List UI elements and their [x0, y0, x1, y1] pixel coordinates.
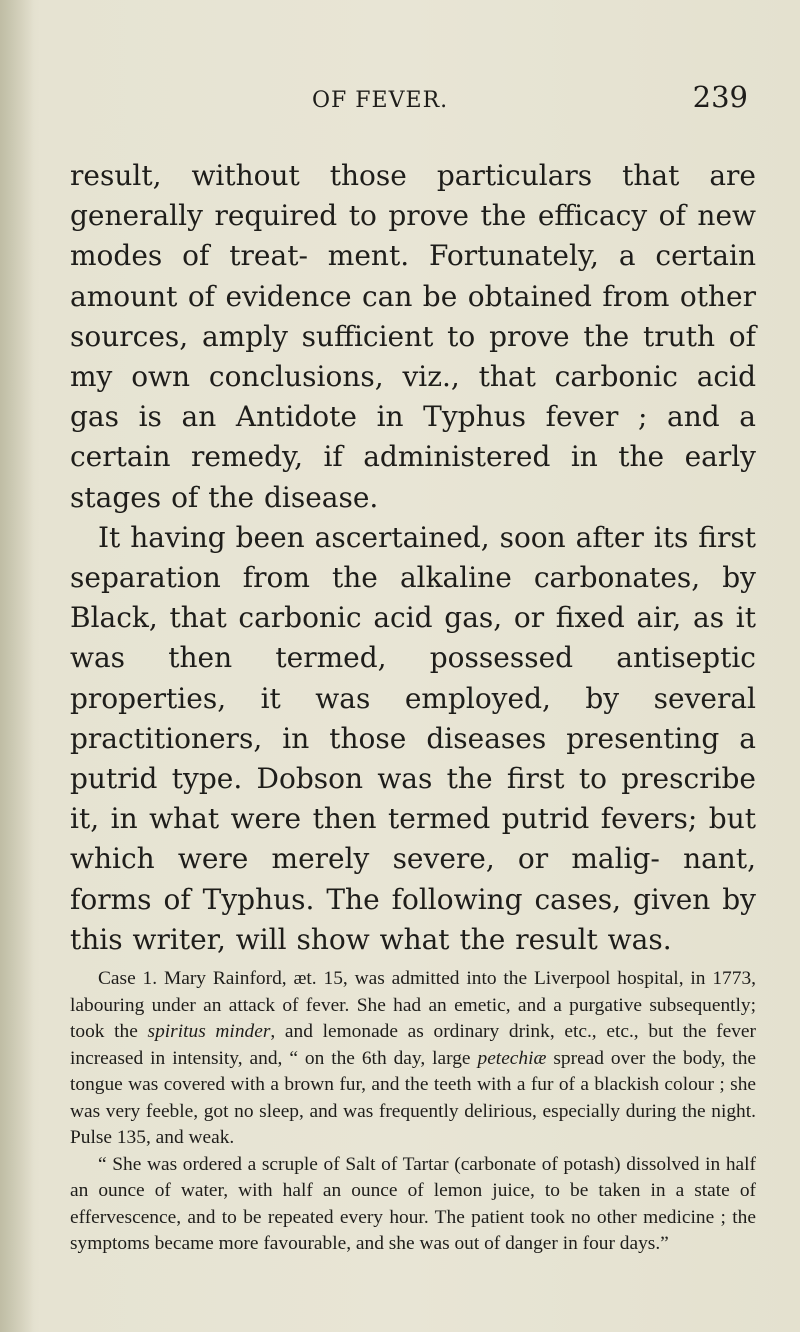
case-text-part-2: , and lemonade as ordinary drink, etc., etc., but the fever increased in intensity, and, “ on the 6th day, large — [70, 1021, 756, 1069]
case-text-part-1: Case 1. Mary Rainford, æt. 15, was admitted into the Liverpool hospital, in 1773, labouring under an attack of fever. She had an emetic, and a purgative subsequently; took the — [70, 968, 756, 1043]
case-1-description — [70, 966, 756, 1152]
body-text — [70, 156, 756, 1258]
case-extract — [70, 966, 756, 1258]
page-number: 239 — [692, 80, 748, 114]
case-text-part-3: spread over the body, the tongue was covered with a brown fur, and the teeth with a fur of a blackish colour ; she was very feeble, got no sleep, and was frequently delirious, especially during the night. Pulse 135, and weak. — [70, 1047, 756, 1149]
case-1-treatment: “ She was ordered a scruple of Salt of Tartar (carbonate of potash) dissolved in half an ounce of water, with half an ounce of lemon juice, to be taken in a state of effervescence, and to be repeated every hour. The patient took no other medicine ; the symptoms became more favourable, and she was out of danger in four days.” — [70, 1153, 756, 1255]
paragraph-1: result, without those particulars that are generally required to prove the efficacy of new modes of treat- ment. Fortunately, a certain amount of evidence can be obtained from other sources, amply sufficient to prove the truth of my own conclusions, viz., that carbonic acid gas is an Antidote in Typhus fever ; and a certain remedy, if administered in the early stages of the disease. — [70, 159, 756, 514]
paragraph-2: It having been ascertained, soon after its first separation from the alkaline carbonates, by Black, that carbonic acid gas, or fixed air, as it was then termed, possessed antiseptic properties, it was employed, by several practitioners, in those diseases presenting a putrid type. Dobson was the first to prescribe it, in what were then termed putrid fevers; but which were merely severe, or malig- nant, forms of Typhus. The following cases, given by this writer, will show what the result was. — [70, 520, 756, 956]
page-edge-shadow — [0, 0, 34, 1332]
case-term-petechiae: petechiæ — [477, 1047, 547, 1069]
case-term-spiritus: spiritus minder — [147, 1021, 271, 1043]
running-head: OF FEVER. — [312, 88, 449, 113]
